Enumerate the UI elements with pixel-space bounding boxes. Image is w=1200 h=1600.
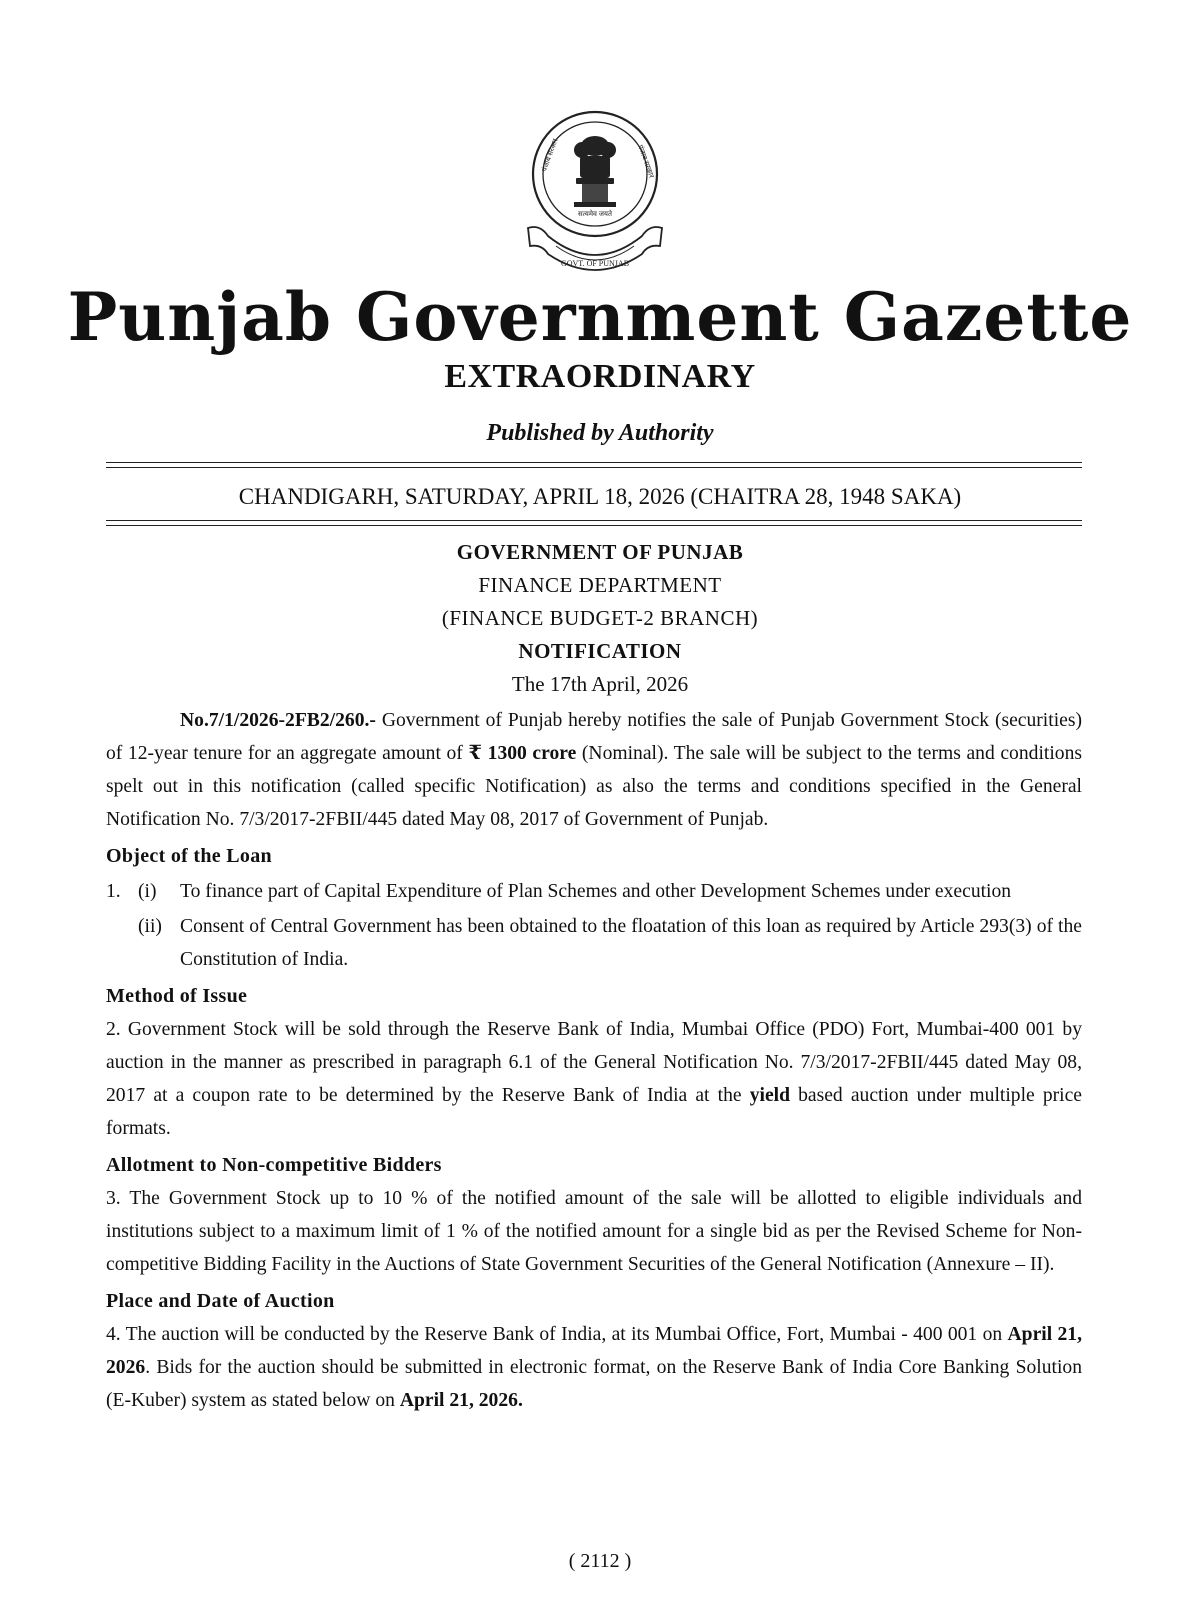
item-number: 1. <box>106 881 121 902</box>
auction-date-2: April 21, 2026. <box>399 1390 523 1411</box>
list-item <box>106 910 1082 976</box>
svg-text:पंजाब सरकार: पंजाब सरकार <box>540 137 560 173</box>
section-heading-object: Object of the Loan <box>106 845 272 867</box>
item-roman: (ii) <box>138 916 162 937</box>
auction-text-2: . Bids for the auction should be submitted in electronic format, on the Reserve Bank of India Core Banking Solution (E-Kuber) system as stated below on <box>106 1357 1082 1411</box>
list-item <box>106 875 1082 908</box>
method-text-2: based auction under multiple price formats. <box>106 1085 1083 1139</box>
svg-text:पंजाब सरकार: पंजाब सरकार <box>636 143 656 180</box>
auction-text-1: 4. The auction will be conducted by the Reserve Bank of India, at its Mumbai Office, Fort, Mumbai - 400 001 on <box>106 1324 1008 1345</box>
allotment-paragraph: 3. The Government Stock up to 10 % of the notified amount of the sale will be allotted to eligible individuals and institutions subject to a maximum limit of 1 % of the notified amount for a single bid as per the Revised Scheme for Non-competitive Bidding Facility in the Auctions of State Government Securities of the General Notification (Annexure – II). <box>106 1188 1082 1275</box>
item-roman: (i) <box>138 881 157 902</box>
gazette-masthead-title: Punjab Government Gazette <box>67 278 1133 356</box>
branch-heading: (FINANCE BUDGET-2 BRANCH) <box>441 606 759 630</box>
svg-text:सत्यमेव जयते: सत्यमेव जयते <box>578 210 612 218</box>
lion-capital-icon <box>574 136 616 207</box>
top-rule-1 <box>106 462 1082 463</box>
notification-heading: NOTIFICATION <box>518 639 682 663</box>
auction-date-1: April 21, 2026 <box>106 1324 1082 1378</box>
item-text: To finance part of Capital Expenditure of Plan Schemes and other Development Schemes under execution <box>180 881 1012 902</box>
intro-text-1: Government of Punjab hereby notifies the sale of Punjab Government Stock (securities) of 12-year tenure for an aggregate amount of <box>106 710 1082 764</box>
extraordinary-label: EXTRAORDINARY <box>444 358 756 395</box>
section-heading-allotment: Allotment to Non-competitive Bidders <box>106 1154 442 1176</box>
item-text: Consent of Central Government has been obtained to the floatation of this loan as required by Article 293(3) of the Constitution of India. <box>180 916 1082 970</box>
page-number: ( 2112 ) <box>568 1550 632 1572</box>
published-by-authority: Published by Authority <box>486 420 714 446</box>
dateline: CHANDIGARH, SATURDAY, APRIL 18, 2026 (CHAITRA 28, 1948 SAKA) <box>238 484 962 509</box>
method-paragraph <box>106 1013 1082 1145</box>
method-text-1: 2. Government Stock will be sold through the Reserve Bank of India, Mumbai Office (PDO) Fort, Mumbai-400 001 by auction in the manner as prescribed in paragraph 6.1 of the General Notification No. 7/3/2017-2FBII/445 dated May 08, 2017 at a coupon rate to be determined by the Reserve Bank of India at the <box>106 1019 1082 1106</box>
auction-paragraph <box>106 1318 1082 1417</box>
department-heading: FINANCE DEPARTMENT <box>478 573 722 597</box>
section-heading-auction: Place and Date of Auction <box>106 1290 335 1312</box>
intro-paragraph <box>106 704 1082 836</box>
bottom-rule-1 <box>106 520 1082 521</box>
svg-text:GOVT. OF PUNJAB: GOVT. OF PUNJAB <box>560 259 630 268</box>
punjab-emblem-seal <box>520 106 670 284</box>
notification-number: No.7/1/2026-2FB2/260.- <box>180 710 376 731</box>
section-heading-method: Method of Issue <box>106 985 248 1007</box>
method-bold: yield <box>749 1085 790 1106</box>
intro-text-2: (Nominal). The sale will be subject to the terms and conditions spelt out in this notification (called specific Notification) as also the terms and conditions specified in the General Notification No. 7/3/2017-2FBII/445 dated May 08, 2017 of Government of Punjab. <box>106 743 1082 830</box>
bottom-rule-2 <box>106 525 1082 526</box>
notification-body <box>106 704 1082 1417</box>
government-heading: GOVERNMENT OF PUNJAB <box>456 540 744 564</box>
top-rule-2 <box>106 467 1082 468</box>
loan-amount: ₹ 1300 crore <box>468 743 577 764</box>
notification-date: The 17th April, 2026 <box>511 672 689 696</box>
